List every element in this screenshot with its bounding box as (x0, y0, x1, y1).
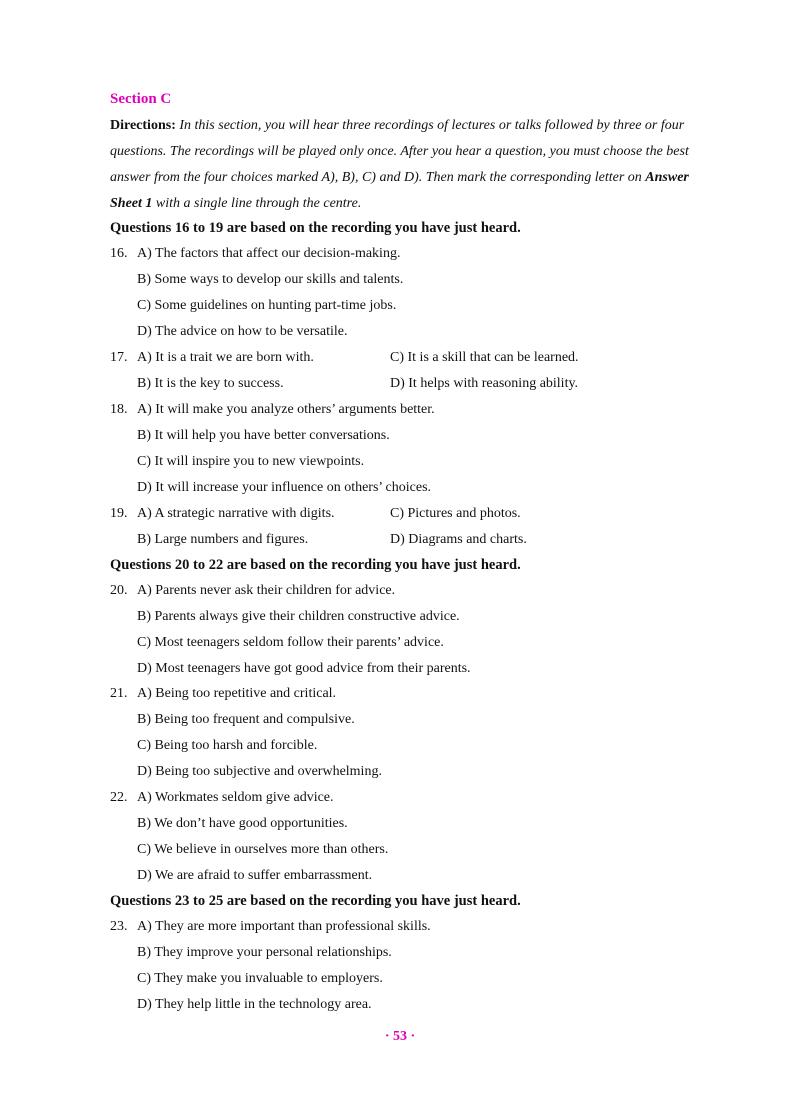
option-c: C) Most teenagers seldom follow their parents’ advice. (137, 635, 444, 650)
directions-colon: : (171, 118, 176, 133)
option-c: C) It is a skill that can be learned. (390, 350, 579, 365)
option-b: B) Large numbers and figures. (137, 532, 309, 547)
option-b: B) They improve your personal relationships. (137, 945, 392, 960)
directions-answer-sheet: Answer Sheet 1 (110, 170, 689, 211)
option-a: A) A strategic narrative with digits. (137, 506, 335, 521)
option-c: C) Being too harsh and forcible. (137, 738, 318, 753)
option-a: A) The factors that affect our decision-making. (137, 246, 401, 261)
option-c: C) Some guidelines on hunting part-time jobs. (137, 298, 397, 313)
group-heading-20-22: Questions 20 to 22 are based on the recording you have just heard. (110, 557, 521, 573)
option-a: A) Workmates seldom give advice. (137, 790, 334, 805)
option-b: B) It will help you have better conversations. (137, 428, 390, 443)
directions-tail: with a single line through the centre. (152, 196, 362, 211)
directions-paragraph (110, 113, 720, 217)
option-b: B) Parents always give their children constructive advice. (137, 609, 460, 624)
option-d: D) Being too subjective and overwhelming. (137, 764, 382, 779)
option-d: D) Most teenagers have got good advice from their parents. (137, 661, 471, 676)
option-c: C) Pictures and photos. (390, 506, 521, 521)
group-heading-16-19: Questions 16 to 19 are based on the recording you have just heard. (110, 220, 521, 236)
option-b: B) Being too frequent and compulsive. (137, 712, 355, 727)
question-number: 22. (110, 790, 128, 805)
question-number: 18. (110, 402, 128, 417)
question-number: 20. (110, 583, 128, 598)
group-heading-23-25: Questions 23 to 25 are based on the recording you have just heard. (110, 893, 521, 909)
option-d: D) The advice on how to be versatile. (137, 324, 348, 339)
question-number: 19. (110, 506, 128, 521)
option-a: A) It is a trait we are born with. (137, 350, 314, 365)
question-number: 17. (110, 350, 128, 365)
section-title: Section C (110, 91, 172, 107)
option-d: D) They help little in the technology area. (137, 997, 372, 1012)
option-a: A) It will make you analyze others’ arguments better. (137, 402, 435, 417)
option-c: C) We believe in ourselves more than others. (137, 842, 389, 857)
directions-label: Directions (110, 118, 172, 133)
option-a: A) Being too repetitive and critical. (137, 686, 337, 701)
option-d: D) Diagrams and charts. (390, 532, 527, 547)
option-b: B) Some ways to develop our skills and talents. (137, 272, 404, 287)
option-d: D) It will increase your influence on others’ choices. (137, 480, 432, 495)
question-number: 21. (110, 686, 128, 701)
option-c: C) It will inspire you to new viewpoints. (137, 454, 365, 469)
question-number: 16. (110, 246, 128, 261)
option-b: B) We don’t have good opportunities. (137, 816, 348, 831)
page-number: · 53 · (384, 1029, 416, 1044)
option-a: A) They are more important than professional skills. (137, 919, 431, 934)
option-b: B) It is the key to success. (137, 376, 284, 391)
directions-body: In this section, you will hear three recordings of lectures or talks followed by three or four questions. The recordings will be played only once. After you hear a question, you must choose the best answer from the four choices marked A), B), C) and D). Then mark the corresponding letter on (110, 118, 689, 185)
question-number: 23. (110, 919, 128, 934)
option-a: A) Parents never ask their children for advice. (137, 583, 396, 598)
option-d: D) We are afraid to suffer embarrassment. (137, 868, 373, 883)
option-c: C) They make you invaluable to employers. (137, 971, 383, 986)
option-d: D) It helps with reasoning ability. (390, 376, 579, 391)
